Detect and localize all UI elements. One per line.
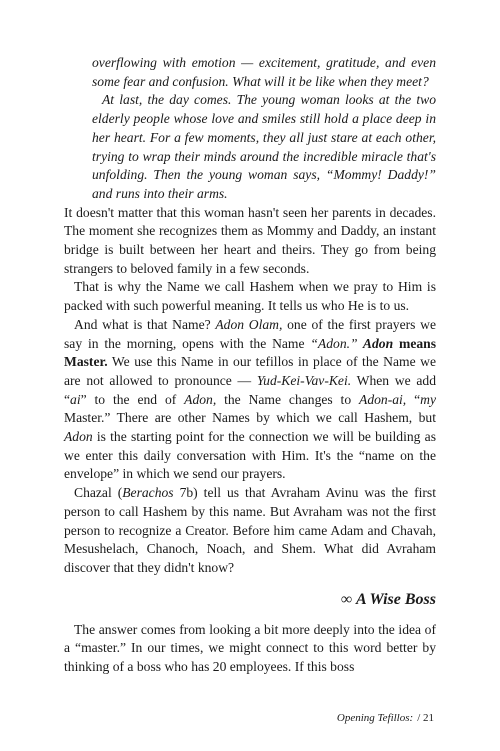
section-heading [64,591,436,609]
text-run: 7b) tell us that Avraham Avinu was the first person to call Hashem by this name. But Avraham was not the first person to recognize a Creator. Before him came Adam and Chavah, Mesushelach, Chanoch, Noach, and Shem. What did Avraham discover that they didn't know? [64,485,436,575]
page-footer [337,712,434,724]
section-paragraph-1: The answer comes from looking a bit more deeply into the idea of a “master.” In our times, we might connect to this word better by thinking of a boss who has 20 employees. If this boss [64,621,436,675]
italic-run: Berachos [122,485,174,501]
italic-run: “Adon.” [310,335,358,351]
italic-run: ai [70,391,81,407]
italic-run: Yud-Kei-Vav-Kei. [256,372,352,388]
bold-run: means Master. [64,335,436,370]
text-run: Chazal ( [74,485,123,501]
body-text [64,204,436,578]
italic-run: my [420,391,436,407]
section-heading-title: A Wise Boss [355,590,436,608]
italic-run: Adon, [184,391,217,407]
text-run: is the starting point for the connection we will be building as we enter this daily conversation with Him. It's the “name on the envelope” in which we send our prayers. [64,429,436,482]
text-run: When we add “ [64,372,436,407]
text-run: Master.” There are other Names by which we call Hashem, but [64,410,436,426]
italic-run: Adon [64,429,93,445]
running-title: Opening Tefillos: [336,712,414,724]
text-run: And what is that Name? [74,316,216,332]
text-run: one of the first prayers we say in the morning, opens with the Name [64,316,436,351]
body-paragraph-4 [64,484,436,578]
text-run: the Name changes to [216,391,360,407]
body-paragraph-2: That is why the Name we call Hashem when we pray to Him is packed with such powerful meaning. It tells us who He is to us. [64,279,436,314]
quote-paragraph-2: At last, the day comes. The young woman looks at the two elderly people whose love and smiles still hold a place deep in her heart. For a few moments, they all just stare at each other, trying to wrap their minds around the incredible miracle that's unfolding. Then the young woman says, “Mommy! Daddy!” and runs into their arms. [92,92,436,201]
italic-run: Adon-ai, [359,391,407,407]
page-number: / 21 [417,712,434,724]
text-run: “ [406,391,421,407]
ornament-icon: ∞ [340,590,352,608]
section-text [64,621,436,677]
body-paragraph-1: It doesn't matter that this woman hasn't seen her parents in decades. The moment she recognizes them as Mommy and Daddy, an instant bridge is built between her heart and theirs. They go from being strangers to beloved family in a few seconds. [64,204,436,276]
block-quote [64,54,436,204]
bold-italic-run: Adon [357,335,394,351]
quote-paragraph-1: overflowing with emotion — excitement, gratitude, and even some fear and confusion. What will it be like when they meet? [92,55,436,89]
italic-run: Adon Olam, [215,316,283,332]
text-run: ” to the end of [80,391,185,407]
page-content [64,54,436,677]
body-paragraph-3 [64,316,436,484]
text-run: We use this Name in our tefillos in place of the Name we are not allowed to pronounce — [64,354,436,388]
